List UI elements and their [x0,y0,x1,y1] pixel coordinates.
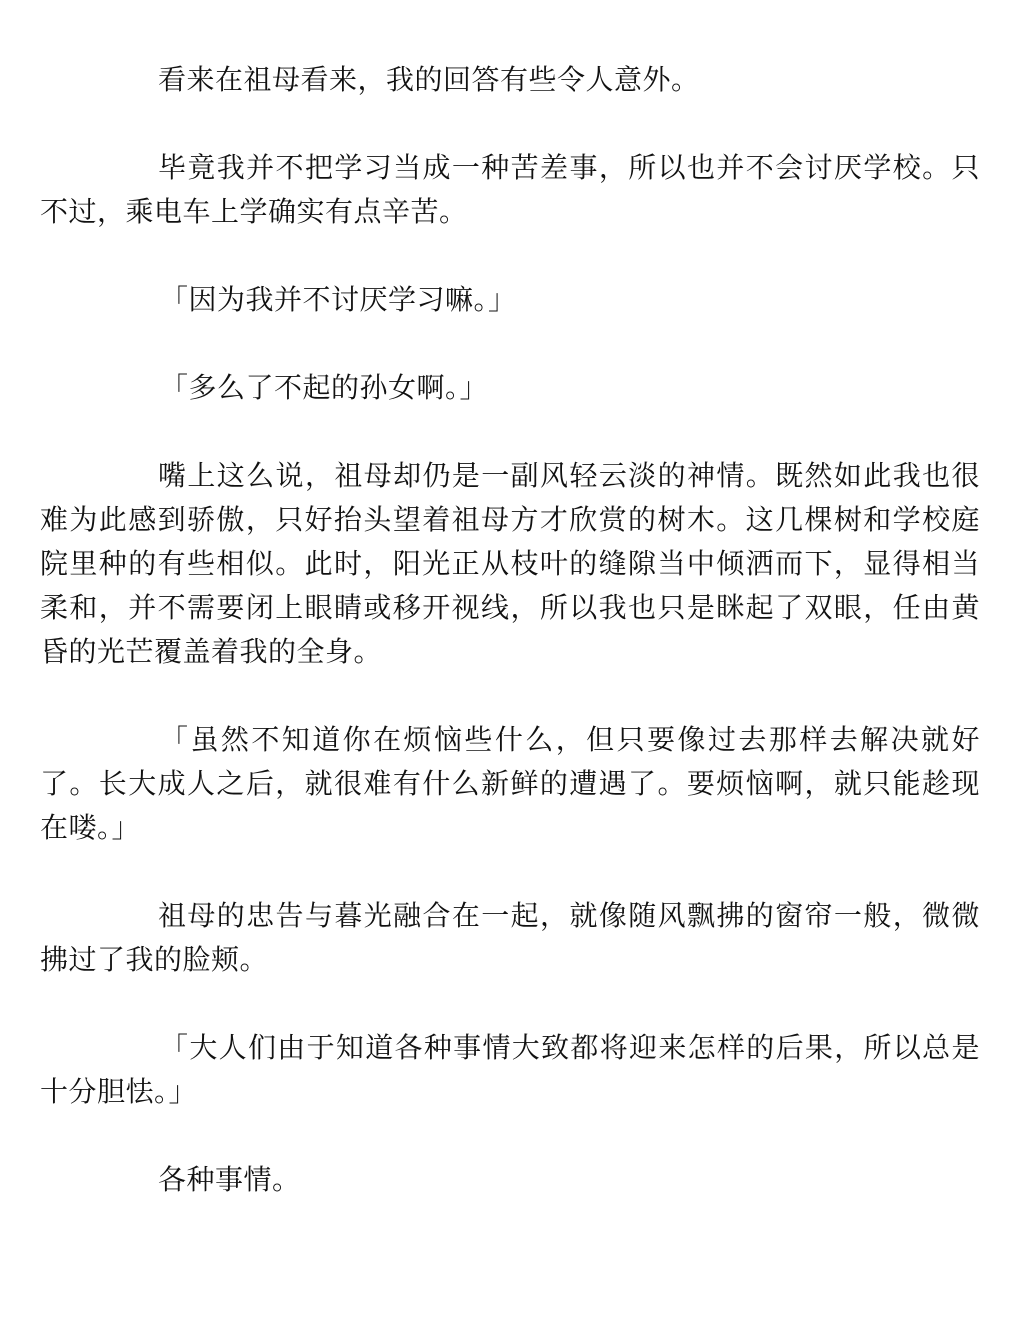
paragraph-4: 祖母的忠告与暮光融合在一起，就像随风飘拂的窗帘一般，微微拂过了我的脸颊。 [40,899,980,976]
dialog-line-1: 「因为我并不讨厌学习嘛。」 [160,283,517,316]
paragraph-1: 看来在祖母看来，我的回答有些令人意外。 [158,63,700,96]
paragraph-2: 毕竟我并不把学习当成一种苦差事，所以也并不会讨厌学校。只不过，乘电车上学确实有点辛苦。 [40,151,980,228]
page-body [40,58,980,1246]
dialog-line-2: 「多么了不起的孙女啊。」 [160,371,489,404]
paragraph-5: 各种事情。 [158,1163,301,1196]
dialog-line-3: 「虽然不知道你在烦恼些什么，但只要像过去那样去解决就好了。长大成人之后，就很难有什么新鲜的遭遇了。要烦恼啊，就只能趁现在喽。」 [40,723,980,844]
paragraph-3: 嘴上这么说，祖母却仍是一副风轻云淡的神情。既然如此我也很难为此感到骄傲，只好抬头望着祖母方才欣赏的树木。这几棵树和学校庭院里种的有些相似。此时，阳光正从枝叶的缝隙当中倾洒而下，显得相当柔和，并不需要闭上眼睛或移开视线，所以我也只是眯起了双眼，任由黄昏的光芒覆盖着我的全身。 [40,459,980,668]
dialog-line-4: 「大人们由于知道各种事情大致都将迎来怎样的后果，所以总是十分胆怯。」 [40,1031,980,1108]
